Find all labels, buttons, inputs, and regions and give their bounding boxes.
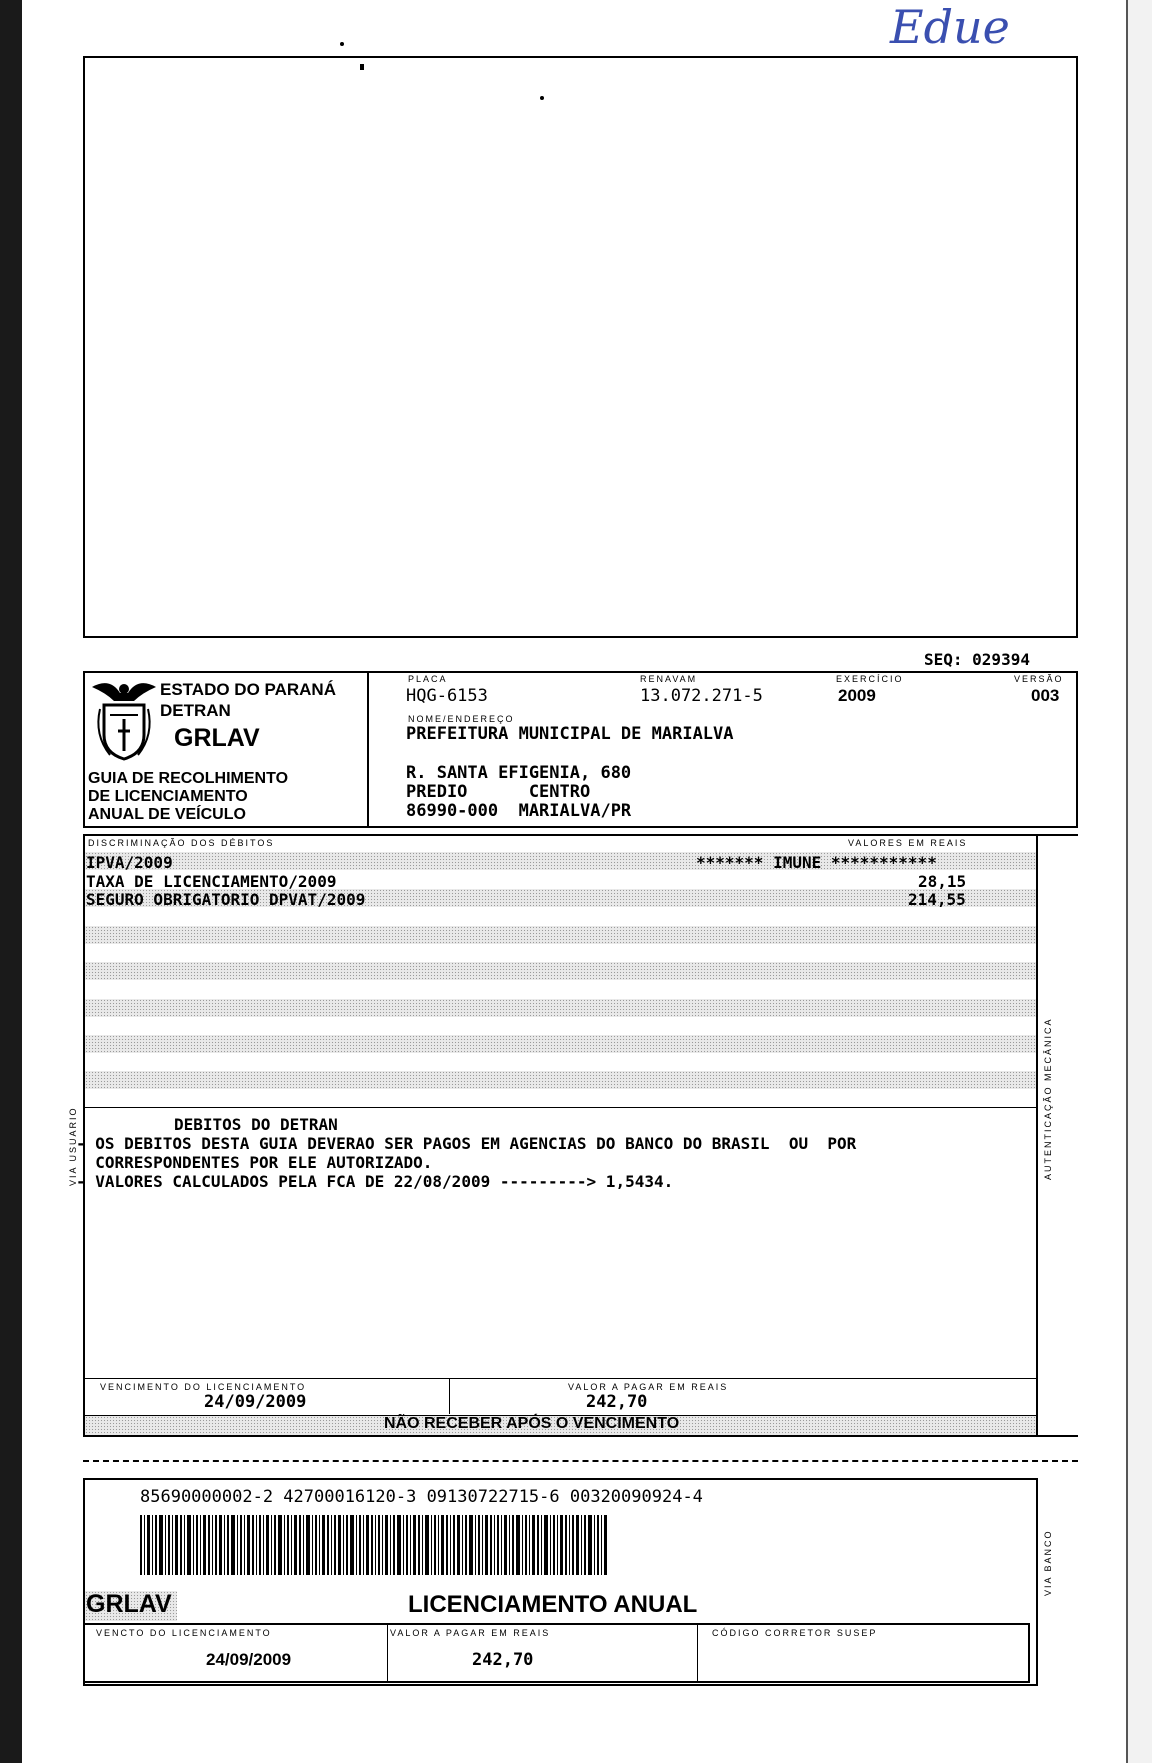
speck bbox=[340, 42, 344, 46]
empty-row-stripe bbox=[85, 926, 1036, 944]
notes-title: DEBITOS DO DETRAN bbox=[174, 1115, 338, 1134]
empty-row-stripe bbox=[85, 999, 1036, 1017]
notes-line-2: CORRESPONDENTES POR ELE AUTORIZADO. bbox=[76, 1153, 433, 1172]
debt-row-ipva-desc: IPVA/2009 bbox=[86, 853, 173, 872]
bank-fields-rule bbox=[83, 1623, 1030, 1625]
vencimento-value: 24/09/2009 bbox=[204, 1392, 307, 1412]
notes-divider bbox=[83, 1107, 1038, 1108]
exercicio-label: EXERCÍCIO bbox=[836, 674, 904, 684]
left-scan-edge bbox=[0, 0, 22, 1763]
bank-field-divider-2 bbox=[697, 1623, 698, 1683]
bank-fields-right bbox=[1028, 1623, 1030, 1683]
bank-venc-value: 24/09/2009 bbox=[206, 1650, 292, 1669]
versao-value: 003 bbox=[1031, 686, 1060, 705]
speck bbox=[540, 96, 544, 100]
speck bbox=[360, 64, 364, 70]
cut-line bbox=[83, 1460, 1078, 1462]
bank-venc-label: VENCTO DO LICENCIAMENTO bbox=[96, 1628, 272, 1638]
address-line-3: 86990-000 MARIALVA/PR bbox=[406, 801, 632, 821]
autenticacao-label: AUTENTICAÇÃO MECÂNICA bbox=[1043, 1017, 1053, 1180]
right-scan-edge bbox=[1126, 0, 1152, 1763]
debts-top-rule bbox=[83, 834, 1078, 836]
coat-of-arms-icon bbox=[90, 675, 158, 763]
debt-row-ipva-value: ******* IMUNE *********** bbox=[696, 853, 937, 872]
doc-title-line-1: GUIA DE RECOLHIMENTO bbox=[88, 770, 289, 787]
valor-value: 242,70 bbox=[586, 1392, 648, 1412]
bank-valor-value: 242,70 bbox=[472, 1650, 534, 1670]
values-label: VALORES EM REAIS bbox=[848, 838, 968, 848]
empty-row-stripe bbox=[85, 1035, 1036, 1053]
renavam-label: RENAVAM bbox=[640, 674, 698, 684]
via-banco-label: VIA BANCO bbox=[1043, 1529, 1053, 1596]
bank-code: GRLAV bbox=[86, 1590, 172, 1618]
barcode bbox=[140, 1515, 760, 1575]
header-agency: DETRAN bbox=[160, 701, 231, 720]
debt-row-dpvat-value: 214,55 bbox=[908, 890, 966, 909]
versao-label: VERSÃO bbox=[1014, 674, 1064, 684]
bank-title: LICENCIAMENTO ANUAL bbox=[408, 1591, 698, 1618]
bank-valor-label: VALOR A PAGAR EM REAIS bbox=[390, 1628, 551, 1638]
top-empty-frame bbox=[83, 56, 1078, 638]
valor-label: VALOR A PAGAR EM REAIS bbox=[568, 1382, 729, 1392]
address-line-1: R. SANTA EFIGENIA, 680 bbox=[406, 763, 632, 783]
debt-row-dpvat-desc: SEGURO OBRIGATORIO DPVAT/2009 bbox=[86, 890, 366, 909]
renavam-value: 13.072.271-5 bbox=[640, 686, 763, 706]
header-divider bbox=[367, 671, 369, 828]
placa-label: PLACA bbox=[408, 674, 448, 684]
nome-endereco-label: NOME/ENDEREÇO bbox=[408, 714, 515, 724]
doc-title-line-3: ANUAL DE VEÍCULO bbox=[88, 806, 246, 823]
address-line-2: PREDIO CENTRO bbox=[406, 782, 591, 802]
notes-line-1: - OS DEBITOS DESTA GUIA DEVERAO SER PAGOS EM AGENCIAS DO BANCO DO BRASIL OU POR bbox=[76, 1134, 857, 1153]
bank-susep-label: CÓDIGO CORRETOR SUSEP bbox=[712, 1628, 878, 1638]
warning-text: NÃO RECEBER APÓS O VENCIMENTO bbox=[384, 1415, 680, 1432]
owner-name: PREFEITURA MUNICIPAL DE MARIALVA bbox=[406, 724, 734, 744]
header-state: ESTADO DO PARANÁ bbox=[160, 680, 336, 699]
debts-label: DISCRIMINAÇÃO DOS DÉBITOS bbox=[88, 838, 275, 848]
empty-row-stripe bbox=[85, 962, 1036, 980]
footer-top-rule bbox=[83, 1378, 1038, 1379]
bank-field-divider-1 bbox=[387, 1623, 388, 1683]
bank-fields-bottom bbox=[83, 1681, 1030, 1683]
footer-divider bbox=[449, 1378, 450, 1414]
via-usuario-label: VIA USUARIO bbox=[68, 1106, 78, 1186]
warning-bottom-rule bbox=[83, 1435, 1078, 1437]
doc-title-line-2: DE LICENCIAMENTO bbox=[88, 788, 248, 805]
header-code: GRLAV bbox=[174, 724, 260, 752]
vencimento-label: VENCIMENTO DO LICENCIAMENTO bbox=[100, 1382, 307, 1392]
placa-value: HQG-6153 bbox=[406, 686, 488, 706]
debt-row-taxa-desc: TAXA DE LICENCIAMENTO/2009 bbox=[86, 872, 337, 891]
sequence-number: SEQ: 029394 bbox=[924, 650, 1030, 669]
barcode-number: 85690000002-2 42700016120-3 09130722715-6 00320090924-4 bbox=[140, 1487, 703, 1507]
debt-row-taxa-value: 28,15 bbox=[918, 872, 967, 891]
exercicio-value: 2009 bbox=[838, 686, 876, 705]
handwritten-signature: Edue bbox=[890, 0, 1010, 54]
notes-line-3: - VALORES CALCULADOS PELA FCA DE 22/08/2009 ---------> 1,5434. bbox=[76, 1172, 674, 1191]
empty-row-stripe bbox=[85, 1071, 1036, 1089]
